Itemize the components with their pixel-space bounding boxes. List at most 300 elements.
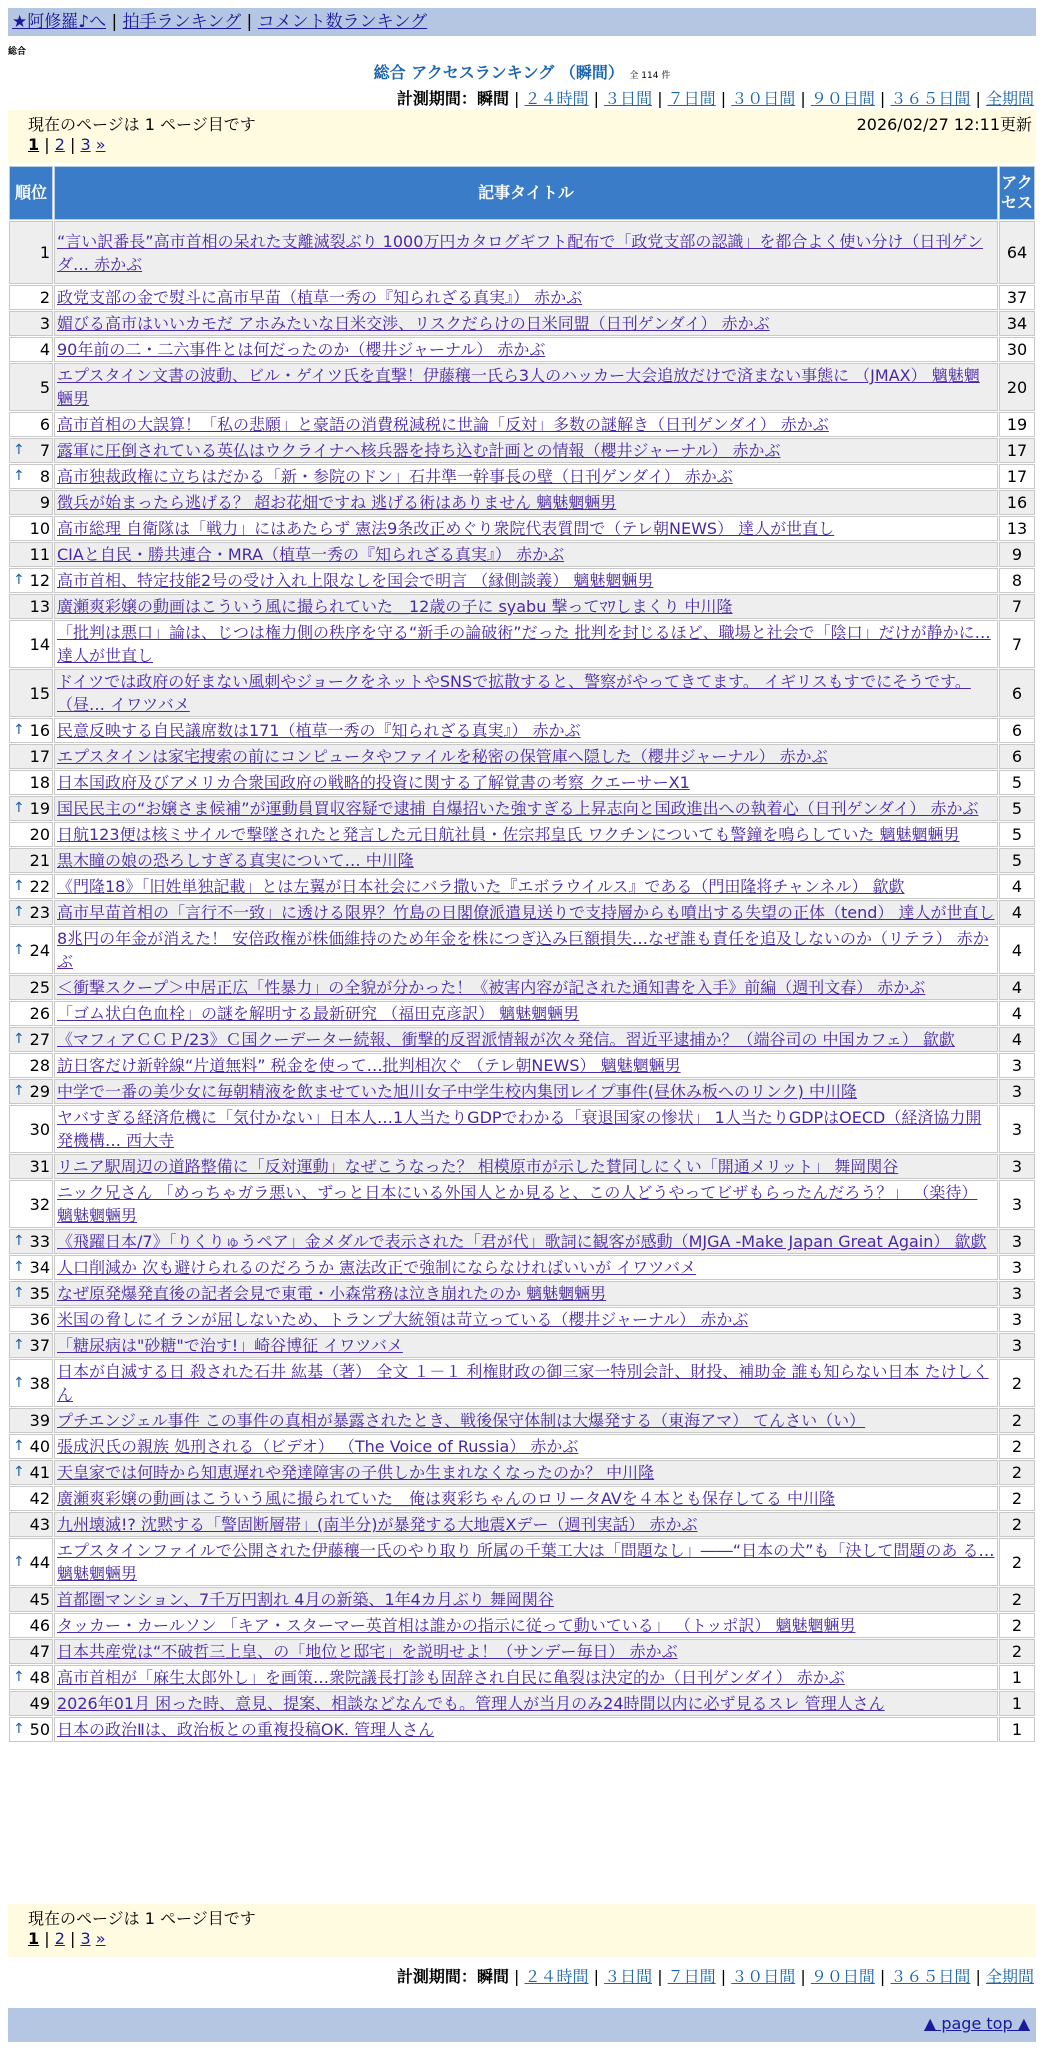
rank-number: 25 (29, 978, 50, 997)
category-label: 総合 (8, 47, 27, 57)
rank-cell (9, 900, 53, 925)
title-cell (54, 1307, 998, 1332)
rank-column-header: 順位 (9, 166, 53, 220)
article-title-link[interactable]: 「批判は悪口」論は、じつは権力側の秩序を守る“新手の論破術”だった 批判を封じるほど、職場と社会で「陰口」だけが静かに… 達人が世直し (57, 623, 991, 665)
page-link[interactable]: 2 (54, 1929, 65, 1948)
access-count: 7 (999, 594, 1035, 619)
access-count: 64 (999, 221, 1035, 284)
rank-cell (9, 311, 53, 336)
updated-timestamp: 2026/02/27 12:11更新 (856, 115, 1032, 134)
ranking-row (9, 1512, 1035, 1537)
access-count: 3 (999, 1307, 1035, 1332)
title-cell (54, 1691, 998, 1716)
next-page-link[interactable]: » (95, 135, 106, 154)
rank-cell (9, 1001, 53, 1026)
access-count: 4 (999, 975, 1035, 1000)
article-title-link[interactable]: 高市独裁政権に立ちはだかる「新・参院のドン」石井準一幹事長の壁（日刊ゲンダイ） 赤かぶ (57, 467, 733, 486)
ranking-row (9, 464, 1035, 489)
title-cell (54, 1359, 998, 1407)
rank-up-arrow-icon: ↑ (13, 1438, 25, 1454)
article-title-link[interactable]: 天皇家では何時から知恵遅れや発達障害の子供しか生まれなくなったのか？ 中川隆 (57, 1463, 655, 1482)
title-cell (54, 1255, 998, 1280)
title-cell (54, 594, 998, 619)
period-separator: | (588, 1967, 605, 1986)
period-link[interactable]: ９０日間 (810, 1967, 875, 1986)
access-count: 3 (999, 1229, 1035, 1254)
rank-up-arrow-icon: ↑ (13, 1031, 25, 1047)
access-count: 3 (999, 1154, 1035, 1179)
title-cell (54, 438, 998, 463)
rank-number: 12 (29, 571, 50, 590)
title-cell (54, 412, 998, 437)
access-count: 5 (999, 848, 1035, 873)
rank-cell (9, 1613, 53, 1638)
ranking-row (9, 438, 1035, 463)
access-count: 3 (999, 1333, 1035, 1358)
rank-number: 38 (29, 1373, 50, 1393)
access-count: 37 (999, 285, 1035, 310)
article-title-link[interactable]: 2026年01月 困った時、意見、提案、相談などなんでも。管理人が当月のみ24時間以内に必ず見るスレ 管理人さん (57, 1694, 885, 1713)
access-count: 4 (999, 1027, 1035, 1052)
rank-number: 33 (29, 1232, 50, 1251)
ranking-row (9, 412, 1035, 437)
page-status-bottom (8, 1904, 1036, 1957)
article-title-link[interactable]: 米国の脅しにイランが屈しないため、トランプ大統領は苛立っている（櫻井ジャーナル） 赤かぶ (57, 1310, 749, 1329)
access-column-header: アクセス (999, 166, 1035, 220)
period-link[interactable]: 全期間 (985, 1967, 1034, 1986)
access-count: 4 (999, 926, 1035, 974)
rank-cell (9, 1359, 53, 1407)
article-title-link[interactable]: 首都圏マンション、7千万円割れ 4月の新築、1年4カ月ぶり 舞岡関谷 (57, 1590, 554, 1609)
rank-number: 16 (29, 721, 50, 740)
period-separator: | (715, 1967, 732, 1986)
article-title-link[interactable]: エプスタインは家宅捜索の前にコンピュータやファイルを秘密の保管庫へ隠した（櫻井ジャーナル） 赤かぶ (57, 747, 828, 766)
rank-number: 9 (39, 493, 50, 512)
title-cell (54, 363, 998, 411)
page-link[interactable]: 3 (80, 1929, 91, 1948)
access-count: 6 (999, 718, 1035, 743)
article-title-link[interactable]: 張成沢氏の親族 処刑される（ビデオ） （The Voice of Russia） 赤かぶ (57, 1437, 579, 1456)
ranking-row (9, 1281, 1035, 1306)
rank-up-arrow-icon: ↑ (13, 1669, 25, 1685)
rank-cell (9, 1587, 53, 1612)
rank-number: 30 (29, 1119, 50, 1139)
ranking-row (9, 516, 1035, 541)
rank-number: 11 (29, 545, 50, 564)
title-cell (54, 311, 998, 336)
top-nav-bar (8, 8, 1036, 36)
title-cell (54, 568, 998, 593)
pager-separator: | (64, 135, 81, 154)
access-count: 3 (999, 1053, 1035, 1078)
rank-cell (9, 1180, 53, 1228)
ranking-row (9, 1079, 1035, 1104)
ranking-row (9, 542, 1035, 567)
period-separator: | (508, 1967, 525, 1986)
title-cell (54, 926, 998, 974)
rank-cell (9, 1079, 53, 1104)
article-title-link[interactable]: 《門隆18》「旧姓単独記載」とは左翼が日本社会にバラ撒いた『エボラウイルス』である（門田隆将チャンネル） 歙歔 (57, 877, 905, 896)
period-separator: | (652, 1967, 668, 1986)
access-count: 3 (999, 1281, 1035, 1306)
rank-number: 44 (29, 1552, 50, 1572)
access-count: 4 (999, 900, 1035, 925)
rank-number: 39 (29, 1411, 50, 1430)
table-header-row (9, 166, 1035, 220)
access-count: 4 (999, 1001, 1035, 1026)
rank-cell (9, 770, 53, 795)
rank-number: 28 (29, 1056, 50, 1075)
access-count: 34 (999, 311, 1035, 336)
period-separator: | (795, 1967, 811, 1986)
rank-number: 1 (39, 243, 50, 262)
access-count: 3 (999, 1255, 1035, 1280)
rank-cell (9, 594, 53, 619)
article-title-link[interactable]: エプスタインファイルで公開された伊藤穰一氏のやり取り 所属の千葉工大は「問題なし」――“日本の犬”も「決して問題のあ る… 魑魅魍魎男 (57, 1541, 995, 1583)
pager-separator: | (39, 1929, 55, 1948)
rank-number: 43 (29, 1515, 50, 1534)
article-title-link[interactable]: 日本の政治Ⅱは、政治板との重複投稿OK. 管理人さん (57, 1720, 435, 1739)
access-count: 2 (999, 1587, 1035, 1612)
title-cell (54, 796, 998, 821)
rank-cell (9, 337, 53, 362)
rank-number: 50 (29, 1720, 50, 1739)
title-cell (54, 285, 998, 310)
ranking-row (9, 1333, 1035, 1358)
title-cell (54, 848, 998, 873)
rank-cell (9, 1486, 53, 1511)
pagination-bottom (28, 1929, 106, 1948)
access-count: 2 (999, 1486, 1035, 1511)
ranking-row (9, 1408, 1035, 1433)
title-cell (54, 1180, 998, 1228)
title-cell (54, 822, 998, 847)
article-title-link[interactable]: リニア駅周辺の道路整備に「反対運動」なぜこうなった？ 相模原市が示した賛同しにくい「開通メリット」 舞岡関谷 (57, 1157, 899, 1176)
pager-separator: | (39, 135, 55, 154)
period-link[interactable]: ３６５日間 (890, 1967, 971, 1986)
rank-number: 6 (39, 415, 50, 434)
period-label: 計測期間： (396, 1967, 477, 1986)
ranking-row (9, 1053, 1035, 1078)
ranking-row (9, 1105, 1035, 1153)
access-count: 2 (999, 1359, 1035, 1407)
article-title-link[interactable]: 高市首相の大誤算！「私の悲願」と豪語の消費税減税に世論「反対」多数の謎解き（日刊ゲンダイ） 赤かぶ (57, 415, 829, 434)
title-cell (54, 718, 998, 743)
title-cell (54, 744, 998, 769)
access-count: 5 (999, 822, 1035, 847)
article-title-link[interactable]: ニック兄さん 「めっちゃガラ悪い、ずっと日本にいる外国人とか見ると、この人どうやってビザもらったんだろう？」 （楽待） 魑魅魍魎男 (57, 1183, 978, 1225)
period-separator: | (970, 1967, 986, 1986)
article-title-link[interactable]: 高市早苗首相の「言行不一致」に透ける限界？竹島の日閣僚派遣見送りで支持層からも噴出する失望の正体（tend） 達人が世直し (57, 903, 995, 922)
rank-cell (9, 285, 53, 310)
rank-number: 34 (29, 1258, 50, 1277)
rank-up-arrow-icon: ↑ (13, 800, 25, 816)
access-count: 3 (999, 1180, 1035, 1228)
rank-number: 35 (29, 1284, 50, 1303)
article-title-link[interactable]: ＜衝撃スクープ＞中居正広「性暴力」の全貌が分かった！《被害内容が記された通知書を入手》前編（週刊文春） 赤かぶ (57, 978, 926, 997)
article-title-link[interactable]: タッカー・カールソン 「キア・スターマー英首相は誰かの指示に従って動いている」 （トッポ訳） 魑魅魍魎男 (57, 1616, 856, 1635)
article-title-link[interactable]: 露軍に圧倒されている英仏はウクライナへ核兵器を持ち込む計画との情報（櫻井ジャーナル） 赤かぶ (57, 441, 781, 460)
rank-number: 40 (29, 1437, 50, 1456)
rank-cell (9, 542, 53, 567)
rank-up-arrow-icon: ↑ (13, 1553, 25, 1570)
rank-up-arrow-icon: ↑ (13, 1285, 25, 1301)
access-count: 17 (999, 438, 1035, 463)
article-title-link[interactable]: 民意反映する自民議席数は171（植草一秀の『知られざる真実』） 赤かぶ (57, 721, 581, 740)
rank-cell (9, 490, 53, 515)
rank-number: 10 (29, 519, 50, 538)
ranking-row (9, 926, 1035, 974)
access-count: 16 (999, 490, 1035, 515)
nav-separator: | (246, 12, 258, 32)
total-count: 全 114 件 (629, 71, 671, 81)
title-cell (54, 1333, 998, 1358)
page-current: 1 (28, 1929, 40, 1948)
rank-cell (9, 1255, 53, 1280)
title-cell (54, 1105, 998, 1153)
access-count: 1 (999, 1691, 1035, 1716)
ranking-row (9, 620, 1035, 668)
ranking-row (9, 796, 1035, 821)
rank-cell (9, 1434, 53, 1459)
article-title-link[interactable]: 日航123便は核ミサイルで撃墜されたと発言した元日航社員・佐宗邦皇氏 ワクチンについても警鐘を鳴らしていた 魑魅魍魎男 (57, 825, 960, 844)
rank-cell (9, 1229, 53, 1254)
rank-cell (9, 1408, 53, 1433)
rank-number: 26 (29, 1004, 50, 1023)
period-link[interactable]: ７日間 (667, 1967, 716, 1986)
title-cell (54, 464, 998, 489)
article-title-link[interactable]: 媚びる高市はいいカモだ アホみたいな日米交渉、リスクだらけの日米同盟（日刊ゲンダイ） 赤かぶ (57, 314, 770, 333)
article-title-link[interactable]: 中学で一番の美少女に毎朝精液を飲ませていた旭川女子中学生校内集団レイプ事件(昼休み板へのリンク) 中川隆 (57, 1082, 857, 1101)
rank-number: 27 (29, 1030, 50, 1049)
article-title-link[interactable]: 8兆円の年金が消えた！ 安倍政権が株価維持のため年金を株につぎ込み巨額損失…なぜ誰も責任を追及しないのか（リテラ） 赤かぶ (57, 929, 989, 971)
ranking-row (9, 900, 1035, 925)
ranking-row (9, 975, 1035, 1000)
ranking-row (9, 568, 1035, 593)
title-cell (54, 516, 998, 541)
access-count: 2 (999, 1613, 1035, 1638)
ranking-row (9, 221, 1035, 284)
period-separator: | (508, 89, 525, 108)
access-count: 7 (999, 620, 1035, 668)
ranking-row (9, 1359, 1035, 1407)
article-title-link[interactable]: ヤバすぎる経済危機に「気付かない」日本人…1人当たりGDPでわかる「衰退国家の惨状」 1人当たりGDPはOECD（経済協力開発機構… 西大寺 (57, 1108, 982, 1150)
title-cell (54, 1460, 998, 1485)
rank-number: 14 (29, 634, 50, 654)
ranking-row (9, 1691, 1035, 1716)
ranking-row (9, 1229, 1035, 1254)
rank-cell (9, 1665, 53, 1690)
access-count: 3 (999, 1105, 1035, 1153)
next-page-link[interactable]: » (95, 1929, 106, 1948)
rank-cell (9, 464, 53, 489)
access-count: 5 (999, 770, 1035, 795)
access-count: 9 (999, 542, 1035, 567)
ranking-row (9, 363, 1035, 411)
nav-link-clap-ranking[interactable]: 拍手ランキング (122, 12, 242, 32)
article-title-link[interactable]: 「ゴム状白色血栓」の謎を解明する最新研究 （福田克彦訳） 魑魅魍魎男 (57, 1004, 580, 1023)
rank-cell (9, 1512, 53, 1537)
access-count: 13 (999, 516, 1035, 541)
article-title-link[interactable]: 徴兵が始まったら逃げる？ 超お花畑ですね 逃げる術はありません 魑魅魍魎男 (57, 493, 617, 512)
period-link[interactable]: ３日間 (604, 1967, 653, 1986)
rank-number: 46 (29, 1616, 50, 1635)
title-cell (54, 1717, 998, 1742)
rank-up-arrow-icon: ↑ (13, 1259, 25, 1275)
rank-number: 48 (29, 1668, 50, 1687)
rank-cell (9, 744, 53, 769)
ranking-row (9, 285, 1035, 310)
ranking-row (9, 337, 1035, 362)
rank-cell (9, 516, 53, 541)
rank-number: 22 (29, 877, 50, 896)
nav-separator: | (111, 12, 123, 32)
title-cell (54, 490, 998, 515)
rank-number: 49 (29, 1694, 50, 1713)
period-link[interactable]: ３日間 (604, 89, 653, 108)
rank-cell (9, 1538, 53, 1586)
access-count: 4 (999, 874, 1035, 899)
access-count: 2 (999, 1434, 1035, 1459)
rank-cell (9, 848, 53, 873)
rank-cell (9, 975, 53, 1000)
title-cell (54, 900, 998, 925)
access-count: 8 (999, 568, 1035, 593)
article-title-link[interactable]: なぜ原発爆発直後の記者会見で東電・小森常務は泣き崩れたのか 魑魅魍魎男 (57, 1284, 607, 1303)
rank-number: 32 (29, 1194, 50, 1214)
article-title-link[interactable]: 高市首相、特定技能2号の受け入れ上限なしを国会で明言 （縁側談義） 魑魅魍魎男 (57, 571, 654, 590)
ranking-row (9, 1587, 1035, 1612)
article-title-link[interactable]: 90年前の二・二六事件とは何だったのか（櫻井ジャーナル） 赤かぶ (57, 340, 546, 359)
article-title-link[interactable]: 《飛躍日本/7》「りくりゅうペア」金メダルで表示された「君が代」歌詞に観客が感動（MJGA -Make Japan Great Again） 歙歔 (57, 1232, 987, 1251)
access-count: 20 (999, 363, 1035, 411)
ranking-row (9, 874, 1035, 899)
rank-number: 5 (39, 377, 50, 397)
rank-cell (9, 1281, 53, 1306)
rank-cell (9, 926, 53, 974)
access-count: 30 (999, 337, 1035, 362)
rank-up-arrow-icon: ↑ (13, 572, 25, 588)
title-cell (54, 669, 998, 717)
period-item-current: 瞬間 (476, 1967, 509, 1986)
period-link[interactable]: ７日間 (667, 89, 716, 108)
period-link[interactable]: 全期間 (985, 89, 1034, 108)
rank-number: 47 (29, 1642, 50, 1661)
title-cell (54, 1639, 998, 1664)
article-title-link[interactable]: 日本共産党は“不破哲三上皇、の「地位と邸宅」を説明せよ！（サンデー毎日） 赤かぶ (57, 1642, 678, 1661)
rank-cell (9, 1307, 53, 1332)
footer-bar (8, 2008, 1036, 2042)
rank-up-arrow-icon: ↑ (13, 722, 25, 738)
article-title-link[interactable]: エプスタイン文書の波動、ビル・ゲイツ氏を直撃！伊藤穰一氏ら3人のハッカー大会追放だけで済まない事態に （JMAX） 魑魅魍魎男 (57, 366, 980, 408)
period-link[interactable]: ９０日間 (810, 89, 875, 108)
ranking-row (9, 1001, 1035, 1026)
ranking-row (9, 1307, 1035, 1332)
ranking-row (9, 744, 1035, 769)
period-separator: | (588, 89, 605, 108)
article-title-link[interactable]: 政党支部の金で熨斗に高市早苗（植草一秀の『知られざる真実』） 赤かぶ (57, 288, 583, 307)
ranking-row (9, 1639, 1035, 1664)
rank-number: 20 (29, 825, 50, 844)
title-cell (54, 1408, 998, 1433)
rank-cell (9, 718, 53, 743)
rank-up-arrow-icon: ↑ (13, 1374, 25, 1391)
period-link[interactable]: ３６５日間 (890, 89, 971, 108)
article-title-link[interactable]: 訪日客だけ新幹線“片道無料” 税金を使って…批判相次ぐ （テレ朝NEWS） 魑魅魍魎男 (57, 1056, 681, 1075)
period-link[interactable]: ３０日間 (731, 1967, 796, 1986)
article-title-link[interactable]: 九州壊滅!? 沈黙する「警固断層帯」(南半分)が暴発する大地震Xデー（週刊実話） 赤かぶ (57, 1515, 698, 1534)
title-cell (54, 1154, 998, 1179)
title-cell (54, 1027, 998, 1052)
rank-up-arrow-icon: ↑ (13, 941, 25, 958)
article-title-link[interactable]: 廣瀬爽彩嬢の動画はこういう風に撮られていた＿俺は爽彩ちゃんのロリータAVを４本とも保存してる 中川隆 (57, 1489, 835, 1508)
period-link[interactable]: ３０日間 (731, 89, 796, 108)
article-title-link[interactable]: 日本国政府及びアメリカ合衆国政府の戦略的投資に関する了解覚書の考察 クエーサーX1 (57, 773, 690, 792)
period-selector-top (397, 86, 1034, 109)
ranking-row (9, 1154, 1035, 1179)
rank-up-arrow-icon: ↑ (13, 1337, 25, 1353)
nav-link-comment-ranking[interactable]: コメント数ランキング (257, 12, 428, 32)
access-count: 3 (999, 1079, 1035, 1104)
page-link[interactable]: 2 (54, 135, 65, 154)
rank-number: 15 (29, 683, 50, 703)
access-count: 2 (999, 1408, 1035, 1433)
article-title-link[interactable]: 「糖尿病は"砂糖"で治す!」崎谷博征 イワツバメ (57, 1336, 403, 1355)
period-link[interactable]: ２４時間 (524, 1967, 589, 1986)
rank-number: 17 (29, 747, 50, 766)
rank-cell (9, 1105, 53, 1153)
rank-cell (9, 796, 53, 821)
title-cell (54, 1229, 998, 1254)
rank-up-arrow-icon: ↑ (13, 904, 25, 920)
access-count: 17 (999, 464, 1035, 489)
rank-up-arrow-icon: ↑ (13, 468, 25, 484)
article-title-link[interactable]: 廣瀬爽彩嬢の動画はこういう風に撮られていた＿12歳の子に syabu 撃ってﾏﾜしまくり 中川隆 (57, 597, 733, 616)
access-count: 1 (999, 1717, 1035, 1742)
page-link[interactable]: 3 (80, 135, 91, 154)
access-count: 6 (999, 669, 1035, 717)
article-title-link[interactable]: 人口削減か 次も避けられるのだろうか 憲法改正で強制にならなければいいが イワツバメ (57, 1258, 696, 1277)
rank-cell (9, 1053, 53, 1078)
ranking-title: 総合 アクセスランキング （瞬間） (373, 63, 624, 82)
article-title-link[interactable]: 《マフィアＣＣＰ/23》Ｃ国クーデーター続報、衝撃的反習派情報が次々発信。習近平逮捕か？（端谷司の 中国カフェ） 歙歔 (57, 1030, 955, 1049)
article-title-link[interactable]: 国民民主の“お嬢さま候補”が運動員買収容疑で逮捕 自爆招いた強すぎる上昇志向と国政進出への執着心（日刊ゲンダイ） 赤かぶ (57, 799, 979, 818)
page-title (0, 60, 1044, 83)
article-title-link[interactable]: プチエンジェル事件 この事件の真相が暴露されたとき、戦後保守体制は大爆発する（東海アマ） てんさい（い） (57, 1411, 866, 1430)
period-selector-bottom (397, 1964, 1034, 1987)
rank-number: 21 (29, 851, 50, 870)
ranking-row (9, 822, 1035, 847)
nav-link-asyura-home[interactable]: ★阿修羅♪へ (12, 12, 107, 32)
article-title-link[interactable]: CIAと自民・勝共連合・MRA（植草一秀の『知られざる真実』） 赤かぶ (57, 545, 565, 564)
ranking-row (9, 1613, 1035, 1638)
rank-cell (9, 1154, 53, 1179)
page-top-link[interactable]: ▲ page top ▲ (923, 2014, 1030, 2033)
article-title-link[interactable]: 高市首相が「麻生太郎外し」を画策…衆院議長打診も固辞され自民に亀裂は決定的か（日刊ゲンダイ） 赤かぶ (57, 1668, 845, 1687)
period-link[interactable]: ２４時間 (524, 89, 589, 108)
title-cell (54, 1486, 998, 1511)
article-title-link[interactable]: ドイツでは政府の好まない風刺やジョークをネットやSNSで拡散すると、警察がやってきてます。 イギリスもすでにそうです。（昼… イワツバメ (57, 672, 971, 714)
rank-number: 36 (29, 1310, 50, 1329)
article-title-link[interactable]: 黒木瞳の娘の恐ろしすぎる真実について… 中川隆 (57, 851, 414, 870)
rank-cell (9, 874, 53, 899)
rank-number: 4 (39, 340, 50, 359)
ranking-row (9, 1486, 1035, 1511)
ranking-row (9, 594, 1035, 619)
article-title-link[interactable]: “言い訳番長”高市首相の呆れた支離滅裂ぶり 1000万円カタログギフト配布で「政党支部の認識」を都合よく使い分け（日刊ゲンダ… 赤かぶ (57, 231, 984, 274)
article-title-link[interactable]: 高市総理 自衛隊は「戦力」にはあたらず 憲法9条改正めぐり衆院代表質問で（テレ朝NEWS） 達人が世直し (57, 519, 835, 538)
article-title-link[interactable]: 日本が自滅する日 殺された石井 紘基（著） 全文 １－１ 利権財政の御三家一特別会計、財投、補助金 誰も知らない日本 たけしくん (57, 1362, 989, 1404)
